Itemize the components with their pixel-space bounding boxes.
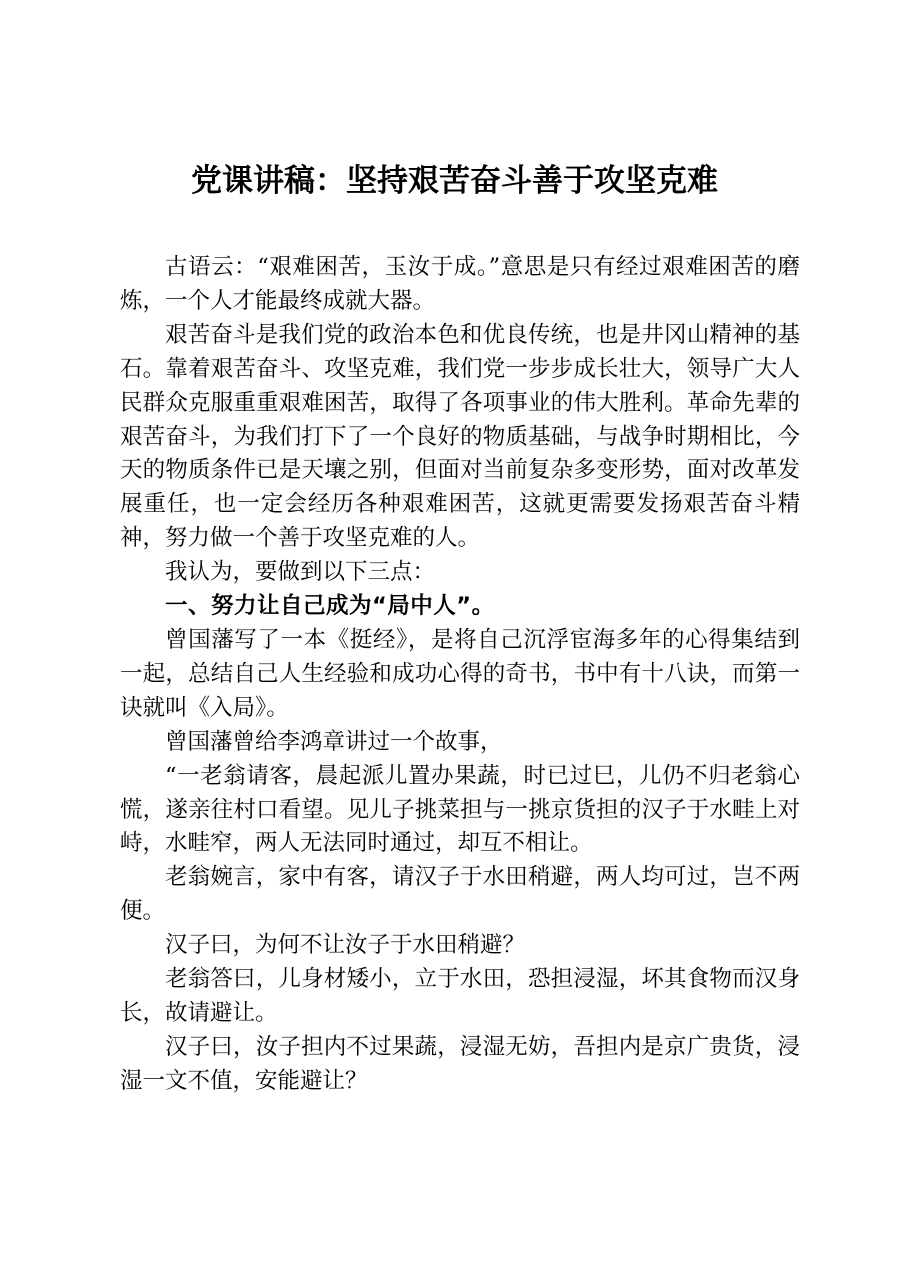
section-heading-1: 一、努力让自己成为“局中人”。 <box>165 593 495 620</box>
paragraph-three-points: 我认为，要做到以下三点： <box>165 559 436 586</box>
paragraph-story-1: “一老翁请客，晨起派儿置办果蔬，时已过巳，儿仍不归老翁心慌，遂亲往村口看望。见儿子挑菜担与一挑京货担的汉子于水畦上对峙，水畦窄，两人无法同时通过，却互不相让。 <box>120 762 800 857</box>
paragraph-intro: 古语云：“艰难困苦，玉汝于成。”意思是只有经过艰难困苦的磨炼，一个人才能最终成就大器。 <box>120 254 800 314</box>
paragraph-hard-work: 艰苦奋斗是我们党的政治本色和优良传统，也是井冈山精神的基石。靠着艰苦奋斗、攻坚克难，我们党一步步成长壮大，领导广大人民群众克服重重艰难困苦，取得了各项事业的伟大胜利。革命先辈的艰苦奋斗，为我们打下了一个良好的物质基础，与战争时期相比，今天的物质条件已是天壤之别，但面对当前复杂多变形势，面对改革发展重任，也一定会经历各种艰难困苦，这就更需要发扬艰苦奋斗精神，努力做一个善于攻坚克难的人。 <box>120 321 800 552</box>
paragraph-story-4: 老翁答曰，儿身材矮小，立于水田，恐担浸湿，坏其食物而汉身长，故请避让。 <box>120 966 800 1026</box>
paragraph-tingjing: 曾国藩写了一本《挺经》，是将自己沉浮宦海多年的心得集结到一起，总结自己人生经验和成功心得的奇书，书中有十八诀，而第一诀就叫《入局》。 <box>120 626 800 721</box>
paragraph-story-2: 老翁婉言，家中有客，请汉子于水田稍避，两人均可过，岂不两便。 <box>120 864 800 925</box>
document-body <box>120 251 800 1099</box>
paragraph-story-intro: 曾国藩曾给李鸿章讲过一个故事， <box>165 728 503 755</box>
paragraph-story-3: 汉子曰，为何不让汝子于水田稍避？ <box>165 932 526 959</box>
paragraph-story-5: 汉子曰，汝子担内不过果蔬，浸湿无妨，吾担内是京广贵货，浸湿一文不值，安能避让？ <box>120 1033 800 1094</box>
document-title: 党课讲稿：坚持艰苦奋斗善于攻坚克难 <box>191 163 718 199</box>
